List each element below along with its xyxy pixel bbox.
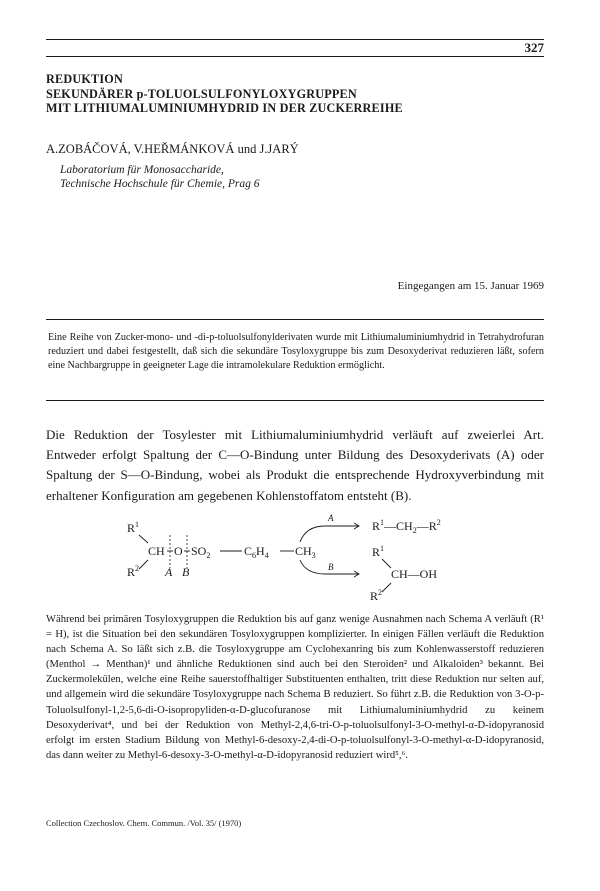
product-b-r1: $R^1$ [372,544,385,559]
arrow-label-b: B [328,562,334,572]
journal-footer: Collection Czechoslov. Chem. Commun. /Vol. 35/ (1970) [46,818,242,828]
title-line: REDUKTION [46,72,123,86]
received-date: Eingegangen am 15. Januar 1969 [397,280,544,292]
scheme-ch3: $CH_3$ [295,544,316,560]
scheme-ch: CH [148,544,165,558]
institution-line: Technische Hochschule für Chemie, Prag 6 [60,178,260,190]
title-line: MIT LITHIUMALUMINIUMHYDRID IN DER ZUCKERREIHE [46,101,403,115]
title-line: SEKUNDÄRER p-TOLUOLSULFONYLOXYGRUPPEN [46,86,357,101]
article-title [46,72,403,116]
authors: A.ZOBÁČOVÁ, V.HEŘMÁNKOVÁ und J.JARÝ [46,142,299,156]
scheme-o: O [174,544,183,558]
page-number: 327 [524,40,544,55]
scheme-r1: $R^1$ [127,520,140,535]
product-b-choh: CH—OH [391,567,438,581]
scheme-so2: $SO_2$ [191,544,211,560]
abstract: Eine Reihe von Zucker-mono- und -di-p-toluolsulfonylderivaten wurde mit Lithiumaluminiumhydrid in Tetrahydrofuran reduziert und dabei festgestellt, daß sich die sekundäre Tosyloxygruppe bis zum Desoxyderivat reduzieren läßt, sofern eine Nachbargruppe in geeigneter Lage die intramolekulare Reduktion ermöglicht. [48,332,544,371]
scheme-label-b: B [182,565,190,579]
abstract-rule-bottom [46,400,544,401]
reaction-scheme [110,510,490,605]
arrow-a [300,526,358,542]
scheme-label-a: A [165,565,173,579]
institution [60,163,260,191]
institution-line: Laboratorium für Monosaccharide, [60,164,224,176]
scheme-r2: $R^2$ [127,564,140,579]
product-b-r2: $R^2$ [370,588,383,603]
abstract-rule-top [46,319,544,320]
product-a: $R^1—CH_2—R^2$ [372,518,441,535]
header-rule [46,39,544,40]
intro-paragraph: Die Reduktion der Tosylester mit Lithiumaluminiumhydrid verläuft auf zweierlei Art. Entweder erfolgt Spaltung der C—O-Bindung unter Bildung des Desoxyderivats (A) oder Spaltung der S—O-Bindung, wobei als Produkt die entsprechende Hydroxyverbindung mit erhaltener Konfiguration am gegebenen Kohlenstoffatom entsteht (B). [46,427,544,503]
body-paragraph: Während bei primären Tosyloxygruppen die Reduktion bis auf ganz wenige Ausnahmen nach Schema A verläuft (R¹ = H), ist die Situation bei den sekundären Tosyloxygruppen komplizierter. In einigen Fällen verläuft die Reduktion nach Schema A. So läßt sich z.B. die Tosyloxygruppe am Cyclohexanring bis zum Kohlenwasserstoff reduzieren (Menthol → Menthan)¹ und ähnliche Reduktionen sind auch bei den Steroiden² und Alkaloiden³ bekannt. Bei Zuckermolekülen, welche eine Reihe sauerstoffhaltiger Substituenten enthalten, tritt diese Reduktion nur selten auf, und allgemein wird die sekundäre Tosyloxygruppe nach Schema B reduziert. So führt z.B. die Reduktion von 3-O-p-Toluolsulfonyl-1,2-5,6-di-O-isopropyliden-α-D-glucofuranose mit Lithiumaluminiumhydrid zu keinem Desoxyderivat⁴, und bei der Reduktion von Methyl-2,4,6-tri-O-p-toluolsulfonyl-3-O-methyl-α-D-idopyranosid erfolgt im ersten Stadium Bildung von Methyl-6-desoxy-2,4-di-O-p-toluolsulfonyl-3-O-methyl-α-D-idopyranosid, das dann weiter zu Methyl-6-desoxy-3-O-methyl-α-D-idopyranosid reduziert wird⁵,⁶. [46,614,544,761]
header-rule-lower [46,56,544,57]
arrow-label-a: A [328,513,334,523]
scheme-c6h4: $C_6H_4$ [244,544,269,560]
